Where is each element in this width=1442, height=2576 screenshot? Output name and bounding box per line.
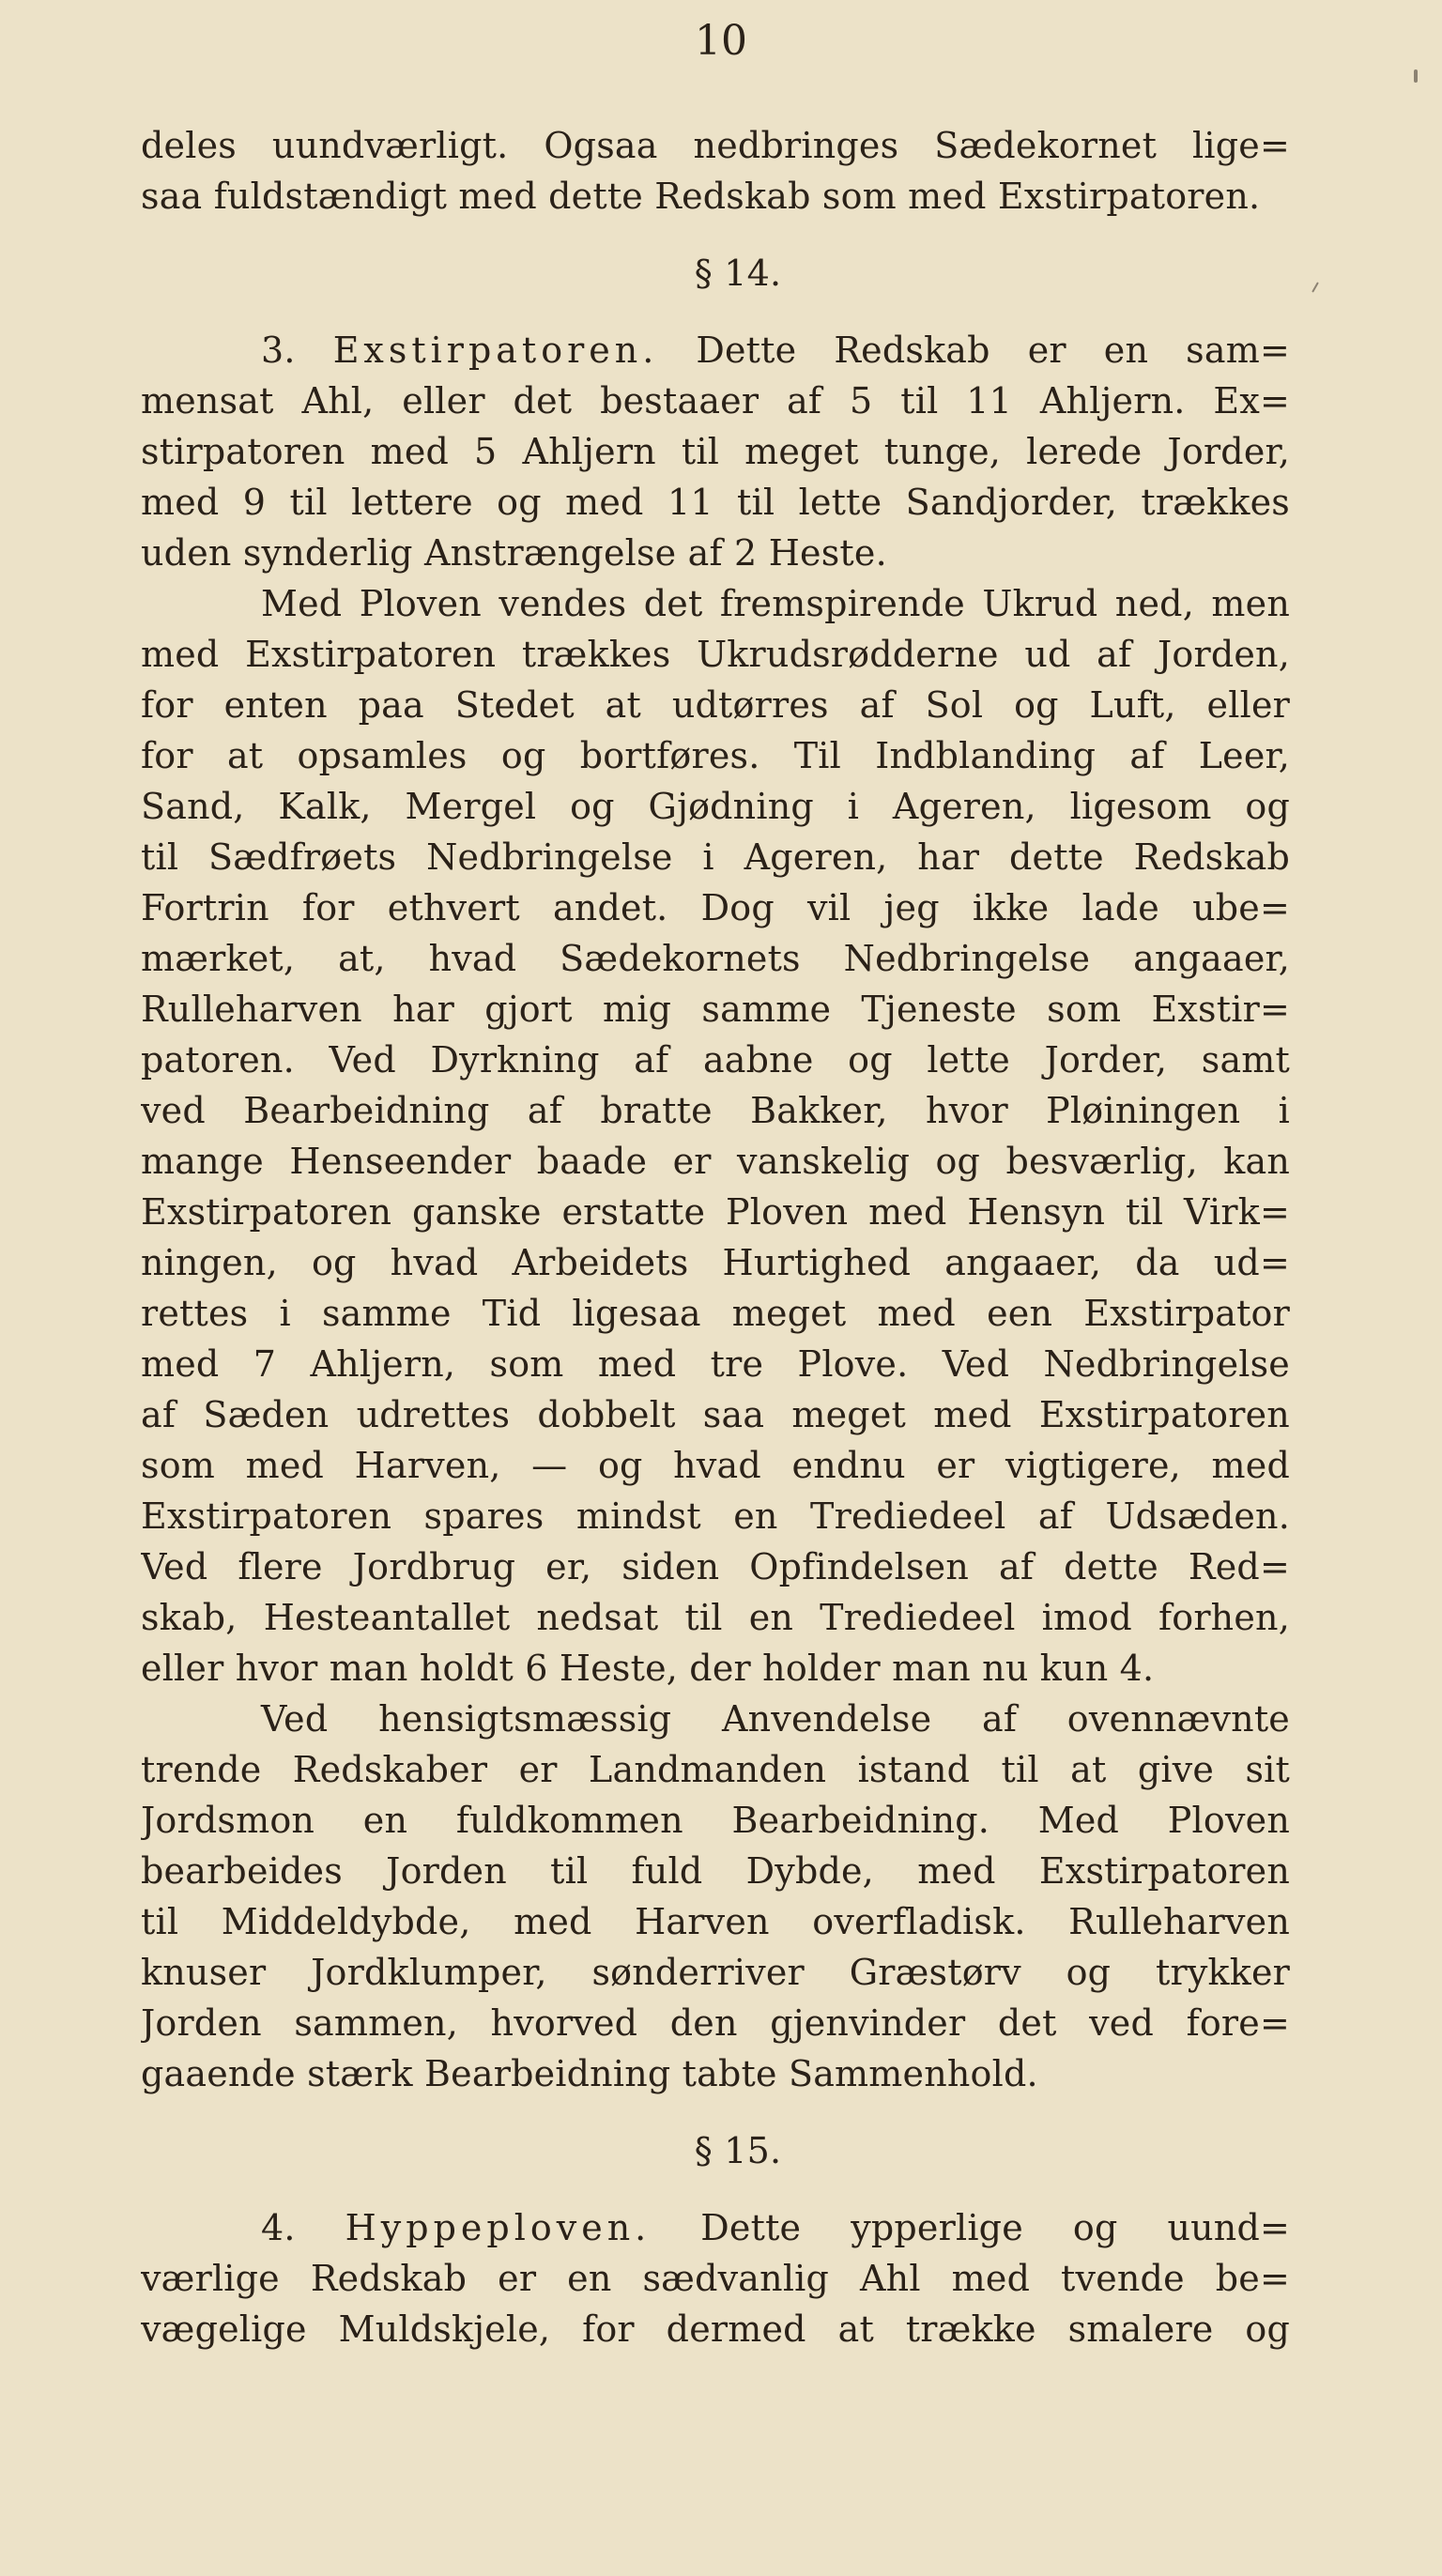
text-line: for at opsamles og bortføres. Til Indblanding af Leer, — [141, 735, 1290, 776]
section-heading-15: § 15. — [694, 2130, 782, 2171]
text-line: mensat Ahl, eller det bestaaer af 5 til 11 Ahljern. Ex= — [141, 380, 1290, 422]
text-line: ved Bearbeidning af bratte Bakker, hvor Pløiningen i — [141, 1090, 1290, 1131]
spacer — [141, 2099, 1290, 2125]
text-line: skab, Hesteantallet nedsat til en Trediedeel imod forhen, — [141, 1597, 1290, 1638]
print-speck — [1414, 69, 1418, 83]
text-line: deles uundværligt. Ogsaa nedbringes Sædekornet lige= — [141, 125, 1290, 166]
text-line: for enten paa Stedet at udtørres af Sol og Luft, eller — [141, 684, 1290, 726]
text-line: som med Harven, — og hvad endnu er vigtigere, med — [141, 1445, 1290, 1486]
section-heading-14: § 14. — [694, 253, 782, 294]
text-line: rettes i samme Tid ligesaa meget med een Exstirpator — [141, 1293, 1290, 1334]
text-line: Rulleharven har gjort mig samme Tjeneste som Exstir= — [141, 989, 1290, 1030]
text-line: af Sæden udrettes dobbelt saa meget med Exstirpatoren — [141, 1394, 1290, 1435]
text-line: gaaende stærk Bearbeidning tabte Sammenhold. — [141, 2053, 1038, 2094]
text-line: Sand, Kalk, Mergel og Gjødning i Ageren, ligesom og — [141, 786, 1290, 827]
spacer — [141, 2176, 1290, 2202]
item-heading-line — [141, 2202, 1290, 2253]
item-text: Dette Redskab er en sam= — [696, 330, 1290, 371]
item-title: Exstirpatoren. — [332, 330, 659, 371]
text-line: mærket, at, hvad Sædekornets Nedbringelse angaaer, — [141, 938, 1290, 979]
print-speck — [1312, 282, 1319, 292]
text-line: mange Henseender baade er vanskelig og besværlig, kan — [141, 1141, 1290, 1182]
page-text — [141, 120, 1290, 2354]
text-line: med 7 Ahljern, som med tre Plove. Ved Nedbringelse — [141, 1343, 1290, 1385]
text-line: vægelige Muldskjele, for dermed at trække smalere og — [141, 2308, 1290, 2350]
text-line: patoren. Ved Dyrkning af aabne og lette Jorder, samt — [141, 1039, 1290, 1081]
text-line: Jordsmon en fuldkommen Bearbeidning. Med Ploven — [141, 1800, 1290, 1841]
text-line: værlige Redskab er en sædvanlig Ahl med tvende be= — [141, 2258, 1290, 2299]
item-title: Hyppeploven. — [345, 2207, 652, 2248]
item-number: 4. — [261, 2207, 296, 2248]
spacer — [141, 299, 1290, 325]
text-line: med Exstirpatoren trækkes Ukrudsrødderne ud af Jorden, — [141, 634, 1290, 675]
text-line: Ved flere Jordbrug er, siden Opfindelsen af dette Red= — [141, 1546, 1290, 1587]
text-line: med 9 til lettere og med 11 til lette Sandjorder, trækkes — [141, 482, 1290, 523]
text-line: til Middeldybde, med Harven overfladisk. Rulleharven — [141, 1901, 1290, 1942]
item-number: 3. — [261, 330, 296, 371]
text-line: saa fuldstændigt med dette Redskab som med Exstirpatoren. — [141, 176, 1261, 217]
text-line: Fortrin for ethvert andet. Dog vil jeg ikke lade ube= — [141, 887, 1290, 928]
text-line: Med Ploven vendes det fremspirende Ukrud ned, men — [261, 583, 1290, 624]
item-heading-line — [141, 325, 1290, 376]
page-number: 10 — [695, 17, 747, 65]
item-text: Dette ypperlige og uund= — [700, 2207, 1290, 2248]
spacer — [141, 222, 1290, 248]
text-line: Exstirpatoren ganske erstatte Ploven med Hensyn til Virk= — [141, 1191, 1290, 1233]
text-line: ningen, og hvad Arbeidets Hurtighed angaaer, da ud= — [141, 1242, 1290, 1283]
text-line: Exstirpatoren spares mindst en Trediedeel af Udsæden. — [141, 1495, 1290, 1537]
text-line: knuser Jordklumper, sønderriver Græstørv og trykker — [141, 1952, 1290, 1993]
text-line: Jorden sammen, hvorved den gjenvinder det ved fore= — [141, 2002, 1290, 2044]
text-line: eller hvor man holdt 6 Heste, der holder man nu kun 4. — [141, 1648, 1155, 1689]
text-line: stirpatoren med 5 Ahljern til meget tunge, lerede Jorder, — [141, 431, 1290, 472]
text-line: Ved hensigtsmæssig Anvendelse af ovennævnte — [261, 1698, 1290, 1740]
text-line: trende Redskaber er Landmanden istand til at give sit — [141, 1749, 1290, 1790]
text-line: til Sædfrøets Nedbringelse i Ageren, har dette Redskab — [141, 836, 1290, 878]
text-line: bearbeides Jorden til fuld Dybde, med Exstirpatoren — [141, 1850, 1290, 1892]
text-line: uden synderlig Anstrængelse af 2 Heste. — [141, 532, 887, 574]
